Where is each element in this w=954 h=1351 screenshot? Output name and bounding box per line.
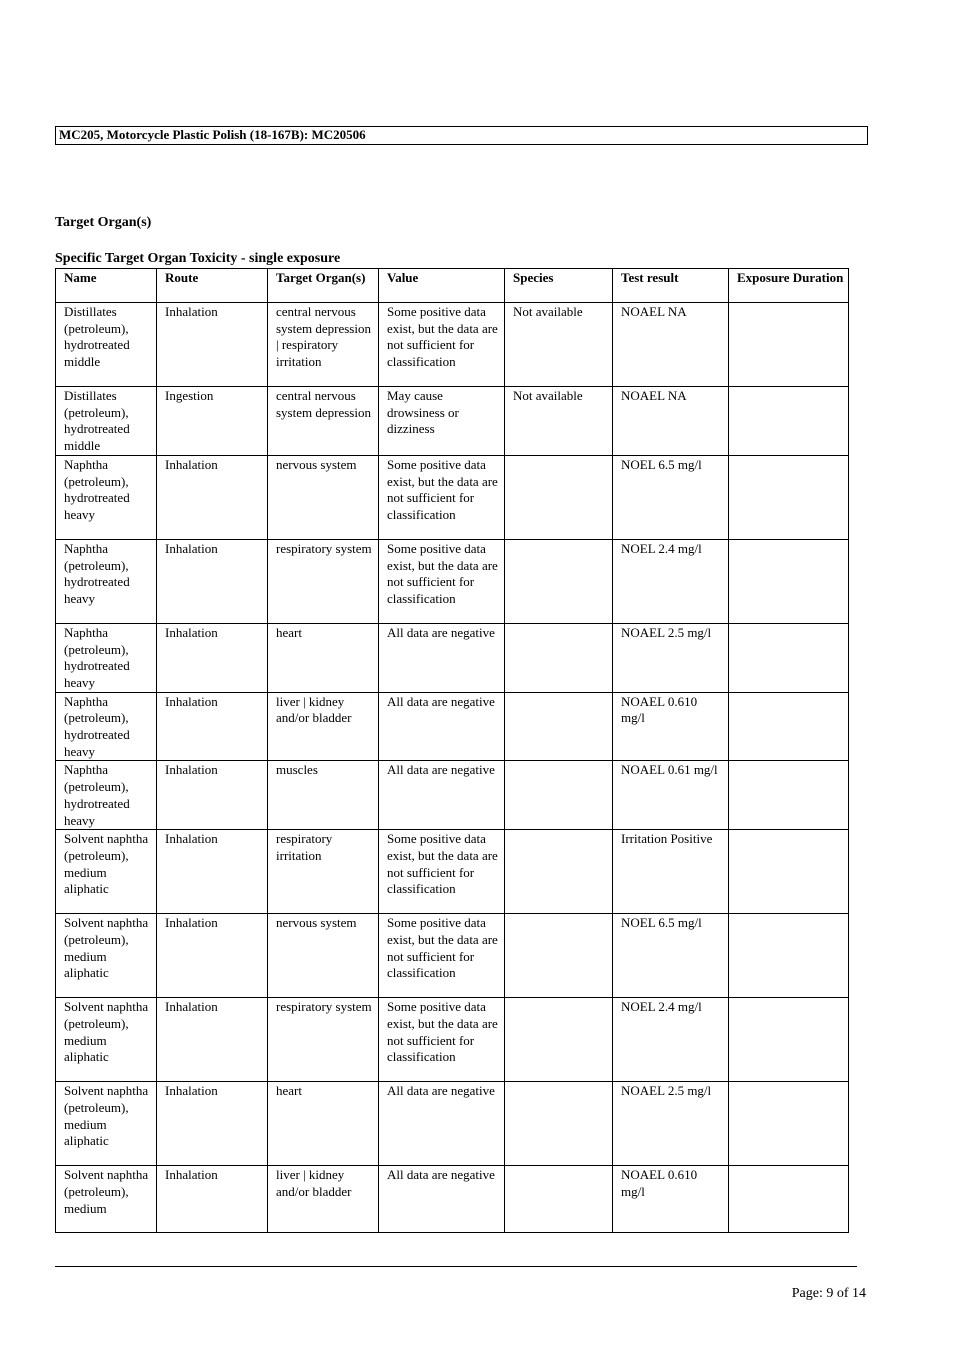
cell-test-result: NOAEL 2.5 mg/l xyxy=(613,1082,729,1166)
cell-target-organs: heart xyxy=(268,623,379,692)
cell-exposure-duration xyxy=(729,1082,849,1166)
cell-name: Solvent naphtha (petroleum), medium aliphatic xyxy=(56,914,157,998)
cell-species xyxy=(505,539,613,623)
cell-exposure-duration xyxy=(729,1166,849,1233)
cell-species xyxy=(505,998,613,1082)
table-row xyxy=(56,623,849,692)
cell-species: Not available xyxy=(505,303,613,387)
toxicity-table xyxy=(55,268,849,1233)
table-title: Specific Target Organ Toxicity - single exposure xyxy=(55,251,341,266)
cell-target-organs: respiratory system xyxy=(268,998,379,1082)
cell-name: Naphtha (petroleum), hydrotreated heavy xyxy=(56,539,157,623)
cell-route: Inhalation xyxy=(157,539,268,623)
table-row xyxy=(56,303,849,387)
cell-exposure-duration xyxy=(729,761,849,830)
cell-target-organs: central nervous system depression xyxy=(268,387,379,456)
table-row xyxy=(56,1166,849,1233)
table-row xyxy=(56,692,849,761)
cell-value: Some positive data exist, but the data are not sufficient for classification xyxy=(379,998,505,1082)
cell-exposure-duration xyxy=(729,387,849,456)
cell-species xyxy=(505,914,613,998)
section-title: Target Organ(s) xyxy=(55,215,152,230)
table-row xyxy=(56,761,849,830)
cell-name: Naphtha (petroleum), hydrotreated heavy xyxy=(56,455,157,539)
cell-exposure-duration xyxy=(729,692,849,761)
cell-test-result: NOAEL 2.5 mg/l xyxy=(613,623,729,692)
table-row xyxy=(56,998,849,1082)
table-body xyxy=(56,303,849,1233)
cell-species xyxy=(505,1166,613,1233)
cell-species xyxy=(505,692,613,761)
cell-route: Inhalation xyxy=(157,1166,268,1233)
column-header-target-organs: Target Organ(s) xyxy=(268,269,379,303)
cell-test-result: NOAEL 0.610 mg/l xyxy=(613,692,729,761)
cell-target-organs: nervous system xyxy=(268,914,379,998)
cell-test-result: NOEL 2.4 mg/l xyxy=(613,539,729,623)
cell-name: Solvent naphtha (petroleum), medium aliphatic xyxy=(56,998,157,1082)
cell-name: Solvent naphtha (petroleum), medium aliphatic xyxy=(56,1082,157,1166)
cell-test-result: NOEL 6.5 mg/l xyxy=(613,455,729,539)
cell-species xyxy=(505,830,613,914)
cell-target-organs: nervous system xyxy=(268,455,379,539)
column-header-name: Name xyxy=(56,269,157,303)
footer-divider xyxy=(55,1266,857,1267)
cell-value: Some positive data exist, but the data are not sufficient for classification xyxy=(379,303,505,387)
table-row xyxy=(56,914,849,998)
page-number: Page: 9 of 14 xyxy=(791,1286,866,1301)
cell-exposure-duration xyxy=(729,998,849,1082)
table-header-row xyxy=(56,269,849,303)
column-header-exposure-duration: Exposure Duration xyxy=(729,269,849,303)
cell-value: All data are negative xyxy=(379,1082,505,1166)
document-header: MC205, Motorcycle Plastic Polish (18-167B): MC20506 xyxy=(55,126,868,145)
table-row xyxy=(56,539,849,623)
table-row xyxy=(56,1082,849,1166)
cell-target-organs: central nervous system depression | respiratory irritation xyxy=(268,303,379,387)
cell-route: Inhalation xyxy=(157,623,268,692)
cell-name: Naphtha (petroleum), hydrotreated heavy xyxy=(56,692,157,761)
cell-species: Not available xyxy=(505,387,613,456)
cell-target-organs: respiratory irritation xyxy=(268,830,379,914)
cell-value: All data are negative xyxy=(379,1166,505,1233)
cell-species xyxy=(505,1082,613,1166)
cell-exposure-duration xyxy=(729,830,849,914)
cell-name: Distillates (petroleum), hydrotreated middle xyxy=(56,303,157,387)
cell-target-organs: liver | kidney and/or bladder xyxy=(268,1166,379,1233)
cell-name: Distillates (petroleum), hydrotreated middle xyxy=(56,387,157,456)
cell-target-organs: muscles xyxy=(268,761,379,830)
cell-exposure-duration xyxy=(729,914,849,998)
cell-route: Inhalation xyxy=(157,761,268,830)
cell-test-result: NOEL 6.5 mg/l xyxy=(613,914,729,998)
cell-value: May cause drowsiness or dizziness xyxy=(379,387,505,456)
cell-species xyxy=(505,455,613,539)
cell-species xyxy=(505,761,613,830)
cell-route: Inhalation xyxy=(157,692,268,761)
cell-exposure-duration xyxy=(729,303,849,387)
cell-test-result: NOEL 2.4 mg/l xyxy=(613,998,729,1082)
cell-exposure-duration xyxy=(729,539,849,623)
table-row xyxy=(56,455,849,539)
cell-test-result: NOAEL NA xyxy=(613,303,729,387)
cell-value: Some positive data exist, but the data are not sufficient for classification xyxy=(379,830,505,914)
cell-name: Naphtha (petroleum), hydrotreated heavy xyxy=(56,623,157,692)
cell-value: Some positive data exist, but the data are not sufficient for classification xyxy=(379,539,505,623)
cell-value: All data are negative xyxy=(379,623,505,692)
column-header-species: Species xyxy=(505,269,613,303)
cell-test-result: NOAEL 0.610 mg/l xyxy=(613,1166,729,1233)
cell-route: Inhalation xyxy=(157,830,268,914)
column-header-test-result: Test result xyxy=(613,269,729,303)
column-header-value: Value xyxy=(379,269,505,303)
cell-route: Inhalation xyxy=(157,914,268,998)
cell-species xyxy=(505,623,613,692)
cell-target-organs: liver | kidney and/or bladder xyxy=(268,692,379,761)
cell-value: Some positive data exist, but the data are not sufficient for classification xyxy=(379,455,505,539)
cell-route: Inhalation xyxy=(157,998,268,1082)
cell-route: Ingestion xyxy=(157,387,268,456)
cell-name: Solvent naphtha (petroleum), medium xyxy=(56,1166,157,1233)
cell-exposure-duration xyxy=(729,455,849,539)
cell-target-organs: heart xyxy=(268,1082,379,1166)
cell-name: Naphtha (petroleum), hydrotreated heavy xyxy=(56,761,157,830)
cell-test-result: Irritation Positive xyxy=(613,830,729,914)
cell-value: All data are negative xyxy=(379,692,505,761)
cell-exposure-duration xyxy=(729,623,849,692)
cell-route: Inhalation xyxy=(157,455,268,539)
cell-route: Inhalation xyxy=(157,1082,268,1166)
cell-route: Inhalation xyxy=(157,303,268,387)
column-header-route: Route xyxy=(157,269,268,303)
cell-test-result: NOAEL 0.61 mg/l xyxy=(613,761,729,830)
cell-name: Solvent naphtha (petroleum), medium aliphatic xyxy=(56,830,157,914)
table-row xyxy=(56,387,849,456)
cell-test-result: NOAEL NA xyxy=(613,387,729,456)
cell-value: Some positive data exist, but the data are not sufficient for classification xyxy=(379,914,505,998)
table-row xyxy=(56,830,849,914)
cell-value: All data are negative xyxy=(379,761,505,830)
cell-target-organs: respiratory system xyxy=(268,539,379,623)
